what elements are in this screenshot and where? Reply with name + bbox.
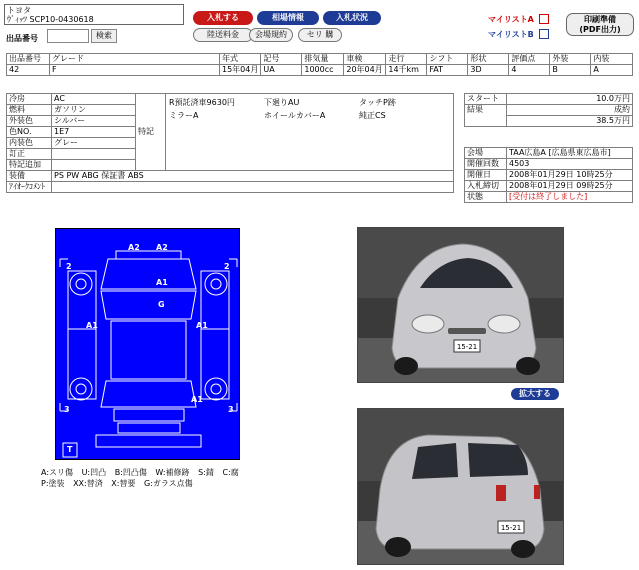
venue-table	[464, 147, 633, 203]
legend-item: XX:替済	[73, 479, 103, 488]
feature-item: ホイールカバーA	[264, 111, 326, 120]
summary-table	[6, 53, 633, 76]
spec-key: 冷房	[7, 94, 52, 105]
venue-value: 2008年01月29日 10時25分	[507, 170, 633, 181]
rear-bumper-shape	[118, 423, 180, 433]
venue-value: TAA広島A [広島県東広島市]	[507, 148, 633, 159]
car-rear-image	[358, 409, 564, 565]
value-cell: F	[50, 65, 220, 76]
damage-mark: 3	[228, 405, 234, 414]
status-value: [受付は終了しました]	[507, 192, 633, 203]
market-info-button[interactable]: 相場情報	[257, 11, 319, 25]
status-label: 状態	[465, 192, 507, 203]
feature-item: R預託済車9630円	[169, 98, 235, 107]
hood-shape	[101, 259, 196, 289]
model-name: ｳﾞｨｯﾂ SCP10-0430618	[7, 15, 94, 24]
header-cell: 車検	[344, 54, 386, 65]
value-cell: 3D	[468, 65, 509, 76]
damage-diagram	[55, 228, 240, 460]
feature-item: タッチP跡	[359, 98, 396, 107]
equipment-label: 装備	[7, 171, 52, 182]
value-cell: 20年04月	[344, 65, 386, 76]
spec-key: 外装色	[7, 116, 52, 127]
value-cell: 1000cc	[302, 65, 344, 76]
front-plate: 15-21	[456, 343, 478, 351]
header-cell: 外装	[550, 54, 591, 65]
front-photo[interactable]	[357, 227, 564, 383]
venue-key: 開催回数	[465, 159, 507, 170]
mylist-a-checkbox[interactable]	[539, 14, 549, 24]
rear-window-shape	[101, 381, 196, 407]
summary-value-row	[7, 65, 633, 76]
venue-key: 開催日	[465, 170, 507, 181]
rear-photo[interactable]	[357, 408, 564, 565]
spec-value: シルバー	[52, 116, 136, 127]
wheel-fl	[70, 273, 92, 295]
feature-item: 純正CS	[359, 111, 386, 120]
damage-mark: 2	[224, 262, 230, 271]
damage-mark: T	[67, 445, 73, 454]
value-cell: 42	[7, 65, 50, 76]
roof-shape	[111, 321, 186, 379]
legend-item: X:替要	[111, 479, 136, 488]
venue-key: 入札締切	[465, 181, 507, 192]
mylist-b-checkbox[interactable]	[539, 29, 549, 39]
spec-key: 内装色	[7, 138, 52, 149]
feature-label: 特記	[136, 94, 166, 171]
header-cell: シフト	[427, 54, 468, 65]
header-cell: 年式	[220, 54, 261, 65]
value-cell: 14千km	[386, 65, 427, 76]
legend-item: G:ガラス点傷	[144, 479, 193, 488]
spec-value: 1E7	[52, 127, 136, 138]
spec-value	[52, 149, 136, 160]
legend-item: A:スリ傷	[41, 468, 74, 477]
value-cell: A	[591, 65, 633, 76]
header-cell: 出品番号	[7, 54, 50, 65]
damage-mark: A1	[86, 321, 98, 330]
venue-key: 会場	[465, 148, 507, 159]
legend-item: C:腐	[222, 468, 239, 477]
value-cell: 4	[509, 65, 550, 76]
damage-mark: 3	[64, 405, 70, 414]
bid-status-button[interactable]: 入札状況	[323, 11, 381, 25]
rules-button[interactable]: 会場規約	[249, 28, 293, 42]
price-table	[464, 93, 633, 127]
legend-item: W:補修跡	[155, 468, 190, 477]
front-bumper-shape	[116, 251, 181, 259]
header-cell: 排気量	[302, 54, 344, 65]
mylist-a-label: マイリストA	[488, 15, 534, 24]
header-cell: 記号	[261, 54, 302, 65]
rear-plate: 15-21	[500, 524, 522, 532]
bid-button[interactable]: 入札する	[193, 11, 253, 25]
spec-value: グレー	[52, 138, 136, 149]
feature-cell	[166, 94, 454, 171]
windshield-shape	[101, 291, 196, 319]
spec-key: 訂正	[7, 149, 52, 160]
start-label: スタート	[465, 94, 507, 105]
spec-value	[52, 160, 136, 171]
header-cell: 走行	[386, 54, 427, 65]
feature-item: ミラーA	[169, 111, 199, 120]
landing-fee-button[interactable]: 陸送料金	[193, 28, 253, 42]
damage-mark: A1	[196, 321, 208, 330]
rear-deck-shape	[114, 409, 184, 421]
legend-item: P:塗装	[41, 479, 65, 488]
damage-mark: 2	[66, 262, 72, 271]
header-cell: 内装	[591, 54, 633, 65]
vehicle-title	[4, 4, 184, 25]
lot-number-label: 出品番号	[6, 34, 38, 43]
spec-value: AC	[52, 94, 136, 105]
maker-name: トヨタ	[7, 6, 31, 15]
value-cell: FAT	[427, 65, 468, 76]
value-cell: UA	[261, 65, 302, 76]
legend-item: B:凹凸傷	[114, 468, 147, 477]
legend-item: U:凹凸	[81, 468, 107, 477]
header-cell: 形状	[468, 54, 509, 65]
wheel-rl	[70, 378, 92, 400]
print-label: 印刷準備	[584, 15, 616, 24]
enlarge-button[interactable]: 拡大する	[511, 388, 559, 400]
result-value: 38.5万円	[507, 116, 633, 127]
damage-mark: A1	[156, 278, 168, 287]
car-front-image	[358, 228, 564, 383]
comment-label: ｱｲｵｰｸｺﾒﾝﾄ	[7, 182, 52, 193]
result-label: 結果	[465, 105, 507, 127]
summary-header-row	[7, 54, 633, 65]
spec-value: ガソリン	[52, 105, 136, 116]
wheel-fr	[205, 273, 227, 295]
comment-value	[52, 182, 454, 193]
equipment-value: PS PW ABG 保証書 ABS	[52, 171, 454, 182]
legend-item: S:錆	[198, 468, 214, 477]
search-button[interactable]: 検索	[91, 29, 117, 43]
damage-mark: A1	[191, 395, 203, 404]
spec-key: 特記追加	[7, 160, 52, 171]
header-cell: 評価点	[509, 54, 550, 65]
result-status: 成約	[507, 105, 633, 116]
spec-table	[6, 93, 454, 193]
damage-mark: A2	[156, 243, 168, 252]
spec-key: 燃料	[7, 105, 52, 116]
value-cell: B	[550, 65, 591, 76]
start-value: 10.0万円	[507, 94, 633, 105]
print-pdf-button[interactable]	[566, 13, 634, 36]
damage-mark: G	[158, 300, 165, 309]
header-cell: グレード	[50, 54, 220, 65]
mylist-b-label: マイリストB	[488, 30, 534, 39]
car-outline-icon	[56, 229, 241, 461]
seri-button[interactable]: セリ 購	[298, 28, 342, 42]
pdf-label: (PDF出力)	[579, 25, 621, 34]
lot-number-input[interactable]	[47, 29, 89, 43]
value-cell: 15年04月	[220, 65, 261, 76]
venue-value: 2008年01月29日 09時25分	[507, 181, 633, 192]
venue-value: 4503	[507, 159, 633, 170]
spec-key: 色NO.	[7, 127, 52, 138]
damage-legend	[41, 467, 245, 489]
damage-mark: A2	[128, 243, 140, 252]
feature-item: 下廻りAU	[264, 98, 300, 107]
wheel-rr	[205, 378, 227, 400]
